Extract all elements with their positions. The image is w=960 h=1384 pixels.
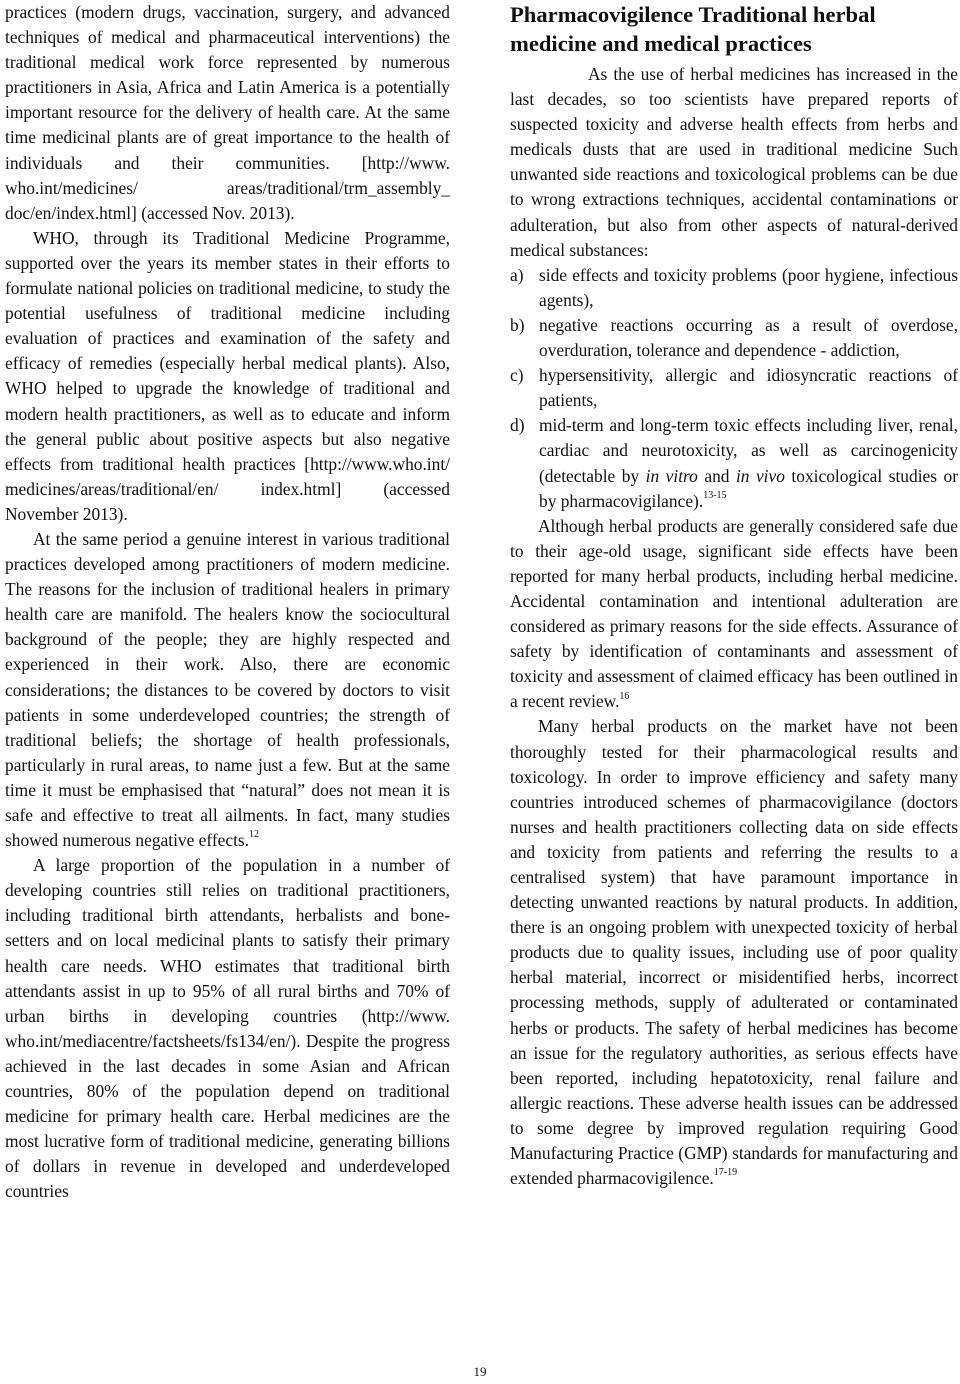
list-item-text: toxicological studies or by pharmacovigilance). <box>539 465 958 511</box>
right-paragraph-2-text: Although herbal products are generally considered safe due to their age-old usage, significant side effects have been reported for many herbal products, including herbal medicine. Accidental contamination and intentional adulteration are considered as primary reasons for the side effects. Assurance of safety by identification of contaminants and assessment of toxicity and assessment of claimed efficacy has been outlined in a recent review. <box>510 515 958 712</box>
left-column <box>5 0 450 1205</box>
list-item-text: side effects and toxicity problems (poor hygiene, infectious agents), <box>539 264 958 310</box>
citation-ref: 12 <box>249 829 260 841</box>
citation-ref: 17-19 <box>713 1167 738 1179</box>
right-paragraph-1: As the use of herbal medicines has increased in the last decades, so too scientists have prepared reports of suspected toxicity and adverse health effects from herbs and medicals dusts that are used in traditional medicine Such unwanted side reactions and toxicological problems can be due to wrong extractions techniques, accidental contaminations or adulteration, but also from other aspects of natural-derived medical substances: <box>510 64 958 260</box>
right-column <box>510 0 958 1191</box>
list-item-label: d) <box>510 415 525 436</box>
list-item-text: negative reactions occurring as a result of overdose, overduration, tolerance and dependence - addiction, <box>539 314 958 361</box>
list-item-text: hypersensitivity, allergic and idiosyncratic reactions of patients, <box>539 365 958 411</box>
citation-ref: 13-15 <box>703 489 727 501</box>
citation-ref: 16 <box>619 690 630 702</box>
left-paragraph-1: practices (modern drugs, vaccination, surgery, and advanced techniques of medical and pharmaceutical interventions) the traditional medical work force represented by numerous practitioners in Asia, Africa and Latin America is a potentially important resource for the delivery of health care. At the same time medicinal plants are of great importance to the health of individuals and their communities. [http://www. who.int/medicines/ areas/traditional/trm_assembly_ doc/en/index.html] (accessed Nov. 2013). <box>5 2 450 223</box>
page-number: 19 <box>473 1364 487 1379</box>
left-paragraph-4: A large proportion of the population in a number of developing countries still relies on traditional practitioners, including traditional birth attendants, herbalists and bone-setters and on local medicinal plants to satisfy their primary health care needs. WHO estimates that traditional birth attendants assist in up to 95% of all rural births and 70% of urban births in developing countries (http://www. who.int/mediacentre/factsheets/fs134/en/). Despite the progress achieved in the last decades in some Asian and African countries, 80% of the population depend on traditional medicine for primary health care. Herbal medicines are the most lucrative form of traditional medicine, generating billions of dollars in revenue in developed and underdeveloped countries <box>5 855 450 1202</box>
left-paragraph-3 <box>5 527 450 853</box>
left-paragraph-3-text: At the same period a genuine interest in various traditional practices developed among practitioners of modern medicine. The reasons for the inclusion of traditional healers in primary health care are manifold. The healers know the sociocultural background of the people; they are highly respected and experienced in their work. Also, there are economic considerations; the distances to be covered by doctors to visit patients in some underdeveloped countries; the strength of traditional beliefs; the shortage of health professionals, particularly in rural areas, to name just a few. But at the same time it must be emphasised that “natural” does not mean it is safe and effective to treat all ailments. In fact, many studies showed numerous negative effects. <box>5 528 450 851</box>
list-item-label: a) <box>510 264 524 285</box>
list-item-label: b) <box>510 314 525 335</box>
effects-list <box>510 263 958 514</box>
right-paragraph-3-text: Many herbal products on the market have not been thoroughly tested for their pharmacological results and toxicology. In order to improve efficiency and safety many countries introduced schemes of pharmacovigilance (doctors nurses and health practitioners collecting data on side effects and toxicity from patients and referring the results to a centralised system) that have paramount importance in detecting unwanted reactions by natural products. In addition, there is an ongoing problem with unexpected toxicity of herbal products due to quality issues, including use of poor quality herbal material, incorrect or misidentified herbs, incorrect processing methods, supply of adulterated or contaminated herbs or products. The safety of herbal medicines has become an issue for the regulatory authorities, as serious effects have been reported, including hepatotoxicity, renal failure and allergic reactions. These adverse health issues can be addressed to some degree by improved regulation requiring Good Manufacturing Practice (GMP) standards for manufacturing and extended pharmacovigilence. <box>510 716 958 1189</box>
list-item <box>510 313 958 363</box>
left-paragraph-2: WHO, through its Traditional Medicine Programme, supported over the years its member states in their efforts to formulate national policies on traditional medicine, to study the potential usefulness of traditional medicine including evaluation of practices and examination of the safety and efficacy of remedies (especially herbal medical plants). Also, WHO helped to upgrade the knowledge of traditional and modern health practitioners, as well as to educate and inform the general public about positive aspects but also negative effects from traditional health practices [http://www.who.int/ medicines/areas/traditional/en/ index.html] (accessed November 2013). <box>5 227 450 524</box>
list-item <box>510 263 958 313</box>
list-item-text: and <box>697 465 736 486</box>
right-paragraph-3 <box>510 714 958 1191</box>
list-item-label: c) <box>510 365 524 386</box>
list-item-emphasis: in vivo <box>735 465 785 486</box>
list-item <box>510 413 958 513</box>
list-item-emphasis: in vitro <box>645 465 698 486</box>
section-heading: Pharmacovigilence Traditional herbal medicine and medical practices <box>510 2 876 56</box>
list-item <box>510 363 958 413</box>
right-paragraph-2 <box>510 514 958 715</box>
list-item-text: mid-term and long-term toxic effects including liver, renal, cardiac and neurotoxicity, as well as carcinogenicity (detectable by <box>539 415 958 486</box>
